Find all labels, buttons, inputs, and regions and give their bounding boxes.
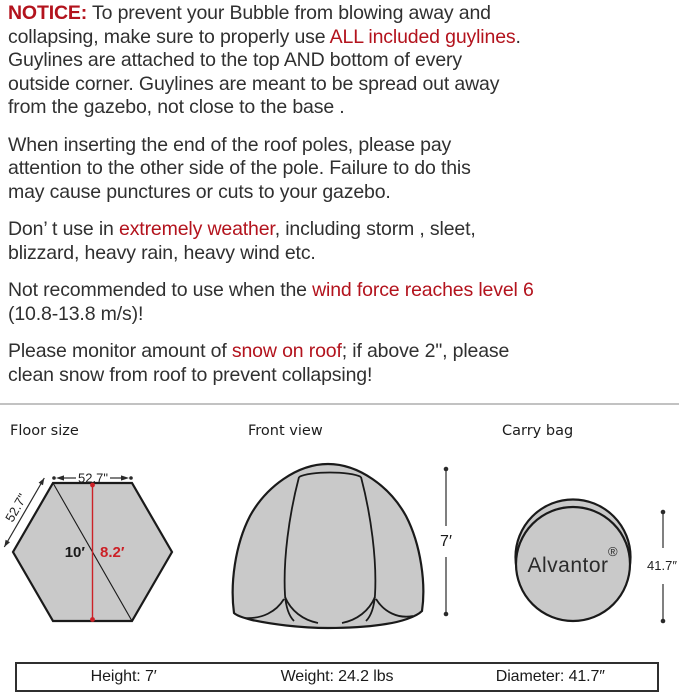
floor-size-label: Floor size	[10, 423, 79, 439]
highlighted-text: ALL included guylines	[329, 25, 516, 48]
dim-dot	[661, 619, 666, 624]
front-height-label: 7′	[440, 533, 452, 550]
dimension-diagram	[0, 406, 679, 662]
dim-dot	[52, 476, 56, 480]
body-text: from the gazebo, not close to the base .	[8, 96, 345, 118]
notice-line	[8, 340, 673, 364]
front-view-gazebo-shape	[233, 464, 424, 628]
notice-paragraph	[8, 340, 673, 387]
hexagon-diagonal-label: 10′	[64, 544, 85, 561]
spec-cell-diameter: Diameter: 41.7″	[495, 668, 605, 685]
notice-line	[8, 73, 673, 97]
body-text: outside corner. Guylines are meant to be spread out away	[8, 72, 500, 95]
notice-line	[8, 134, 673, 158]
dim-dot	[444, 612, 449, 617]
spec-cell-height: Height: 7′	[90, 668, 157, 685]
dim-dot	[444, 467, 449, 472]
body-text: ; if above 2", please	[341, 340, 510, 362]
carry-bag-label: Carry bag	[502, 423, 574, 439]
body-text: To prevent your Bubble from blowing away and	[87, 2, 491, 24]
notice-paragraph	[8, 279, 673, 326]
hexagon-vertical-label: 8.2′	[100, 544, 125, 561]
highlighted-text: NOTICE:	[8, 2, 88, 24]
highlighted-text: snow on roof	[231, 340, 342, 362]
notice-line	[8, 279, 673, 303]
spec-table	[15, 662, 659, 692]
section-divider	[0, 403, 679, 405]
side-arrowhead-top	[39, 478, 45, 485]
notice-paragraph	[8, 218, 673, 265]
body-text: Please monitor amount of	[8, 340, 232, 362]
notice-line	[8, 26, 673, 50]
body-text: Not recommended to use when the	[8, 279, 313, 301]
body-text: When inserting the end of the roof poles, please pay	[8, 133, 452, 156]
left-arrowhead	[56, 475, 64, 480]
front-view-label: Front view	[248, 423, 323, 439]
highlighted-text: extremely weather	[119, 218, 275, 240]
body-text: attention to the other side of the pole. Failure to do this	[8, 157, 471, 179]
notice-line	[8, 157, 673, 181]
body-text: .	[515, 25, 521, 48]
right-arrowhead	[121, 475, 129, 480]
dim-dot	[129, 476, 133, 480]
notice-line	[8, 242, 673, 266]
hexagon-top-width-label: 52.7"	[78, 470, 108, 486]
highlighted-text: wind force reaches level 6	[312, 279, 534, 301]
notice-line	[8, 2, 673, 26]
hexagon-side-width-label: 52.7"	[2, 491, 31, 525]
spec-cell-weight: Weight: 24.2 lbs	[280, 668, 394, 685]
notice-line	[8, 49, 673, 73]
notice-paragraph	[8, 2, 673, 120]
brand-logo-text: Alvantor	[527, 554, 609, 577]
dim-dot	[661, 510, 666, 515]
notice-line	[8, 181, 673, 205]
body-text: collapsing, make sure to properly use	[8, 25, 330, 48]
body-text: Guylines are attached to the top AND bottom of every	[8, 49, 462, 71]
registered-mark: ®	[608, 544, 618, 559]
side-arrowhead-bottom	[4, 540, 10, 547]
body-text: clean snow from roof to prevent collapsing!	[8, 363, 373, 386]
notice-paragraph	[8, 134, 673, 205]
bag-diameter-label: 41.7″	[647, 558, 677, 573]
body-text: blizzard, heavy rain, heavy wind etc.	[8, 241, 316, 264]
notice-line	[8, 364, 673, 388]
body-text: may cause punctures or cuts to your gazebo.	[8, 180, 391, 203]
notice-text-block	[8, 2, 673, 401]
body-text: , including storm , sleet,	[274, 218, 476, 240]
body-text: (10.8-13.8 m/s)!	[8, 302, 144, 325]
notice-line	[8, 303, 673, 327]
notice-line	[8, 218, 673, 242]
notice-line	[8, 96, 673, 120]
body-text: Don’ t use in	[8, 218, 119, 240]
red-dot-bottom	[90, 617, 95, 622]
